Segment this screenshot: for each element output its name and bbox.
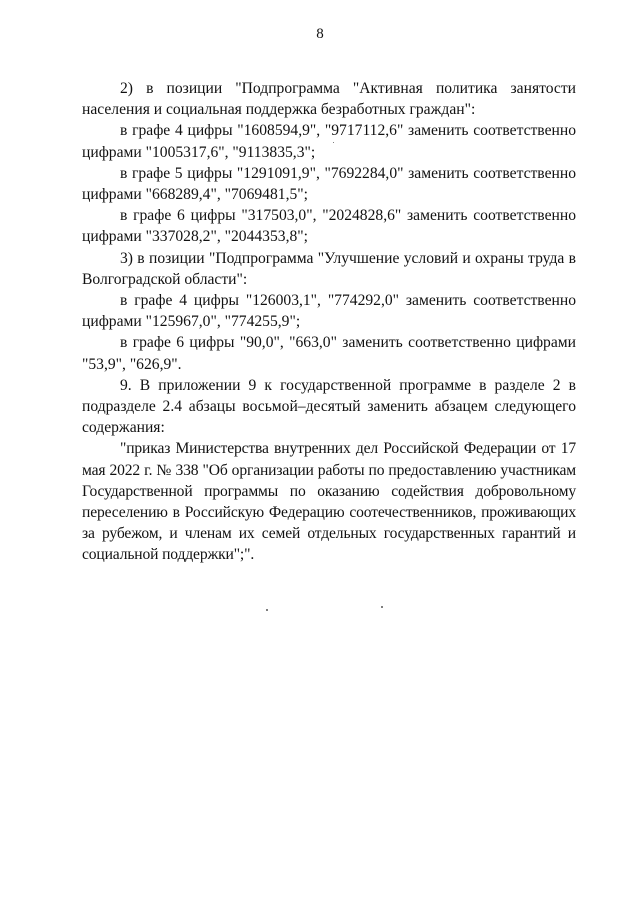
paragraph-order-quote: "приказ Министерства внутренних дел Российской Федерации от 17 мая 2022 г. № 338 "Об организации работы по предоставлению участникам Государственной программы по оказанию содействия добровольному переселению в Российскую Федерацию соотечественников, проживающих за рубежом, и членам их семей отдельных государственных гарантий и социальной поддержки";". [82, 440, 576, 564]
paragraph-column-4-replacement: в графе 4 цифры "1608594,9", "9717112,6" заменить соответственно цифрами "1005317,6", "9113835,3"; [82, 122, 576, 161]
paragraph-column-6-replacement: в графе 6 цифры "317503,0", "2024828,6" заменить соответственно цифрами "337028,2", "2044353,8"; [82, 207, 576, 246]
paragraph-column-4-labor-replacement: в графе 4 цифры "126003,1", "774292,0" заменить соответственно цифрами "125967,0", "774255,9"; [82, 292, 576, 331]
paragraph-appendix-9: 9. В приложении 9 к государственной программе в разделе 2 в подразделе 2.4 абзацы восьмой–десятый заменить абзацем следующего содержания: [82, 376, 576, 437]
page-number: 8 [316, 26, 324, 42]
paragraph-column-5-replacement: в графе 5 цифры "1291091,9", "7692284,0" заменить соответственно цифрами "668289,4", "7069481,5"; [82, 164, 576, 204]
document-body [82, 78, 576, 566]
paragraph-item-2-position: 2) в позиции "Подпрограмма "Активная политика занятости населения и социальная поддержка безработных граждан": [82, 80, 576, 119]
scan-speck [381, 606, 383, 608]
scan-speck [333, 142, 334, 143]
paragraph-item-3-position: 3) в позиции "Подпрограмма "Улучшение условий и охраны труда в Волгоградской области": [82, 249, 576, 288]
scan-speck [266, 609, 268, 611]
paragraph-column-6-labor-replacement: в графе 6 цифры "90,0", "663,0" заменить соответственно цифрами "53,9", "626,9". [82, 334, 576, 373]
